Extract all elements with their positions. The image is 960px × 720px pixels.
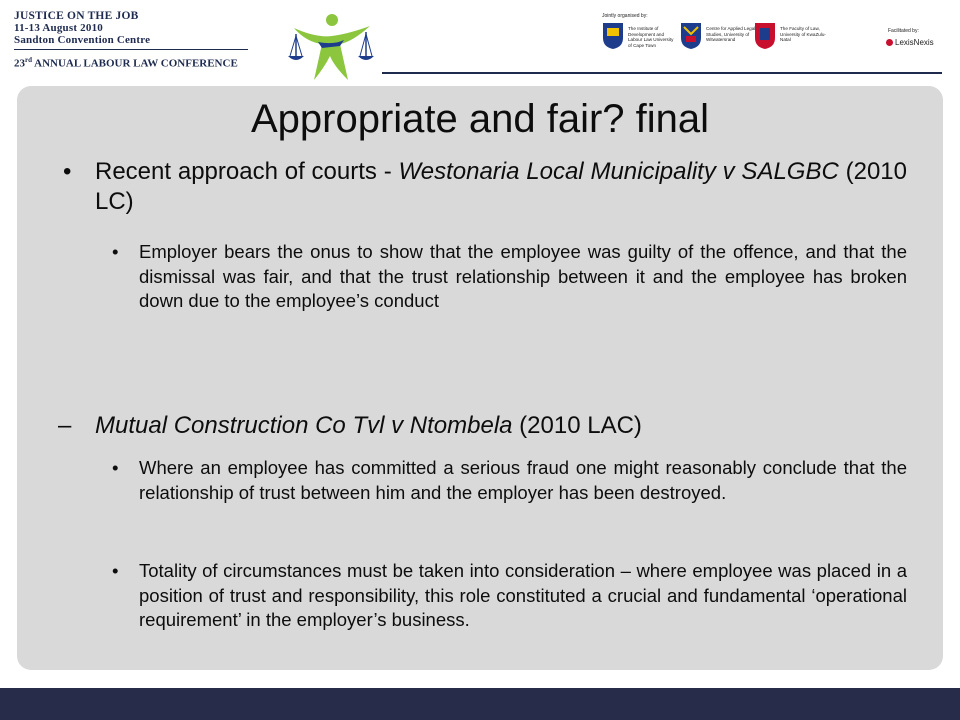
- lexisnexis-dot-icon: [886, 39, 893, 46]
- subbullet-2-marker: •: [112, 457, 119, 478]
- point-2-sub-1: Where an employee has committed a serious fraud one might reasonably conclude that the relationship of trust between him and the employer has been destroyed.: [139, 457, 907, 503]
- header-rule: [382, 72, 942, 74]
- facilitated-by-label: Facilitated by:: [888, 28, 919, 34]
- partner-wits-label: Centre for Applied Legal Studies, University of Witwatersrand: [706, 26, 756, 43]
- point-1-cite: (2010 LC): [95, 158, 907, 215]
- sponsor-name: LexisNexis: [895, 38, 934, 47]
- footer-band: [0, 688, 960, 720]
- point-1-case: Westonaria Local Municipality v SALGBC: [398, 158, 839, 185]
- point-2-text: [95, 411, 907, 441]
- partner-uct-label: The Institute of Development and Labour Law University of Cape Town: [628, 26, 674, 48]
- dash-marker: –: [58, 412, 72, 439]
- point-2-case: Mutual Construction Co Tvl v Ntombela: [95, 412, 513, 439]
- partner-ukzn: [754, 22, 834, 62]
- point-1-text: [95, 157, 907, 217]
- justice-scales-logo: [288, 12, 374, 82]
- uct-crest-icon: [602, 22, 624, 50]
- point-2-sub-2: Totality of circumstances must be taken into consideration – where employee was placed in a position of trust and responsibility, this role constituted a crucial and fundamental ‘operational requirement’ in the employer’s business.: [139, 560, 907, 630]
- banner-divider: [14, 49, 248, 50]
- point-1-sub: Employer bears the onus to show that the employee was guilty of the offence, and that the dismissal was fair, and that the trust relationship between it and the employee has broken down due to the employee’s conduct: [139, 241, 907, 311]
- partner-uct: [602, 22, 678, 62]
- subbullet-3-marker: •: [112, 560, 119, 581]
- partner-wits: [680, 22, 756, 62]
- ukzn-crest-icon: [754, 22, 776, 50]
- bullet-1-marker: •: [63, 158, 72, 185]
- conference-banner: [14, 10, 250, 70]
- point-1-lead: Recent approach of courts -: [95, 158, 399, 185]
- slide-title: Appropriate and fair? final: [250, 97, 710, 141]
- organised-by-label: Jointly organised by:: [602, 13, 648, 19]
- partner-ukzn-label: The Faculty of Law, University of KwaZulu-Natal: [780, 26, 826, 43]
- lexisnexis-logo: [886, 38, 934, 47]
- conference-dates: 11-13 August 2010: [14, 22, 103, 34]
- conference-venue: Sandton Convention Centre: [14, 34, 151, 46]
- point-2-cite: (2010 LAC): [512, 412, 642, 439]
- conference-annual: 23rd ANNUAL LABOUR LAW CONFERENCE: [14, 56, 238, 70]
- conference-title: JUSTICE ON THE JOB: [14, 10, 139, 22]
- wits-crest-icon: [680, 22, 702, 50]
- subbullet-1-marker: •: [112, 241, 119, 262]
